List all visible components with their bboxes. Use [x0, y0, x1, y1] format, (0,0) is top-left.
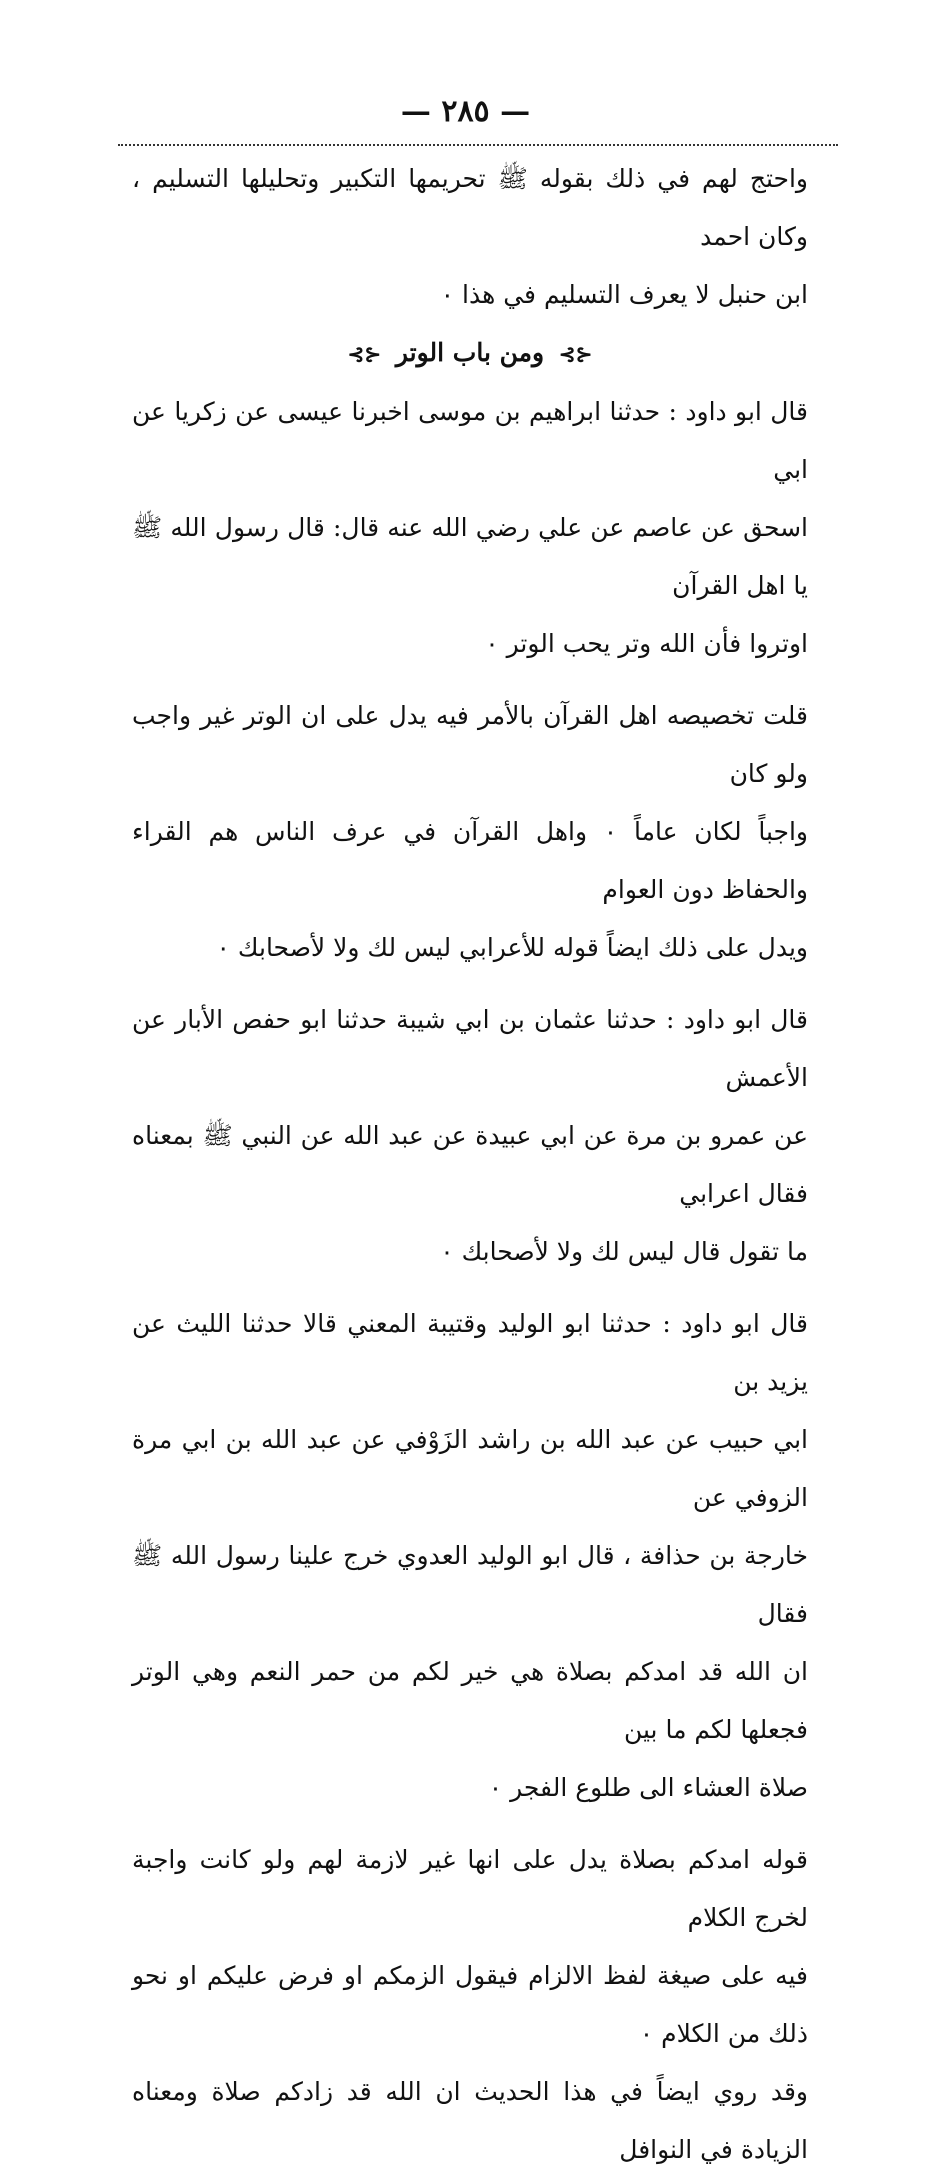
heading-ornament-left: ⊰⊱ [347, 342, 382, 366]
text-line: ما تقول قال ليس لك ولا لأصحابك ٠ [440, 1237, 808, 1266]
text-line: واجباً لكان عاماً ٠ واهل القرآن في عرف الناس هم القراء والحفاظ دون العوام [132, 817, 808, 904]
body-text [132, 150, 808, 2179]
paragraph-6 [132, 1831, 808, 2179]
text-line: وقد روي ايضاً في هذا الحديث ان الله قد زادكم صلاة ومعناه الزيادة في النوافل [132, 2077, 808, 2164]
section-heading [132, 324, 808, 383]
text-line: اسحق عن عاصم عن علي رضي الله عنه قال: قال رسول الله ﷺ يا اهل القرآن [132, 513, 808, 600]
section-heading-text: ومن باب الوتر [395, 338, 545, 367]
paragraph-3 [132, 687, 808, 977]
text-line: قال ابو داود : حدثنا ابو الوليد وقتيبة المعني قالا حدثنا الليث عن يزيد بن [132, 1309, 808, 1396]
paragraph-4 [132, 991, 808, 1281]
text-line: صلاة العشاء الى طلوع الفجر ٠ [488, 1773, 808, 1802]
header-rule [118, 144, 838, 146]
page-number: — ٢٨٥ — [400, 94, 531, 129]
text-line: قال ابو داود : حدثنا ابراهيم بن موسى اخبرنا عيسى عن زكريا عن ابي [132, 397, 808, 484]
text-line: قوله امدكم بصلاة يدل على انها غير لازمة لهم ولو كانت واجبة لخرج الكلام [132, 1845, 808, 1932]
text-line: اوتروا فأن الله وتر يحب الوتر ٠ [485, 629, 808, 658]
heading-ornament-right: ⊰⊱ [558, 342, 593, 366]
text-line: واحتج لهم في ذلك بقوله ﷺ تحريمها التكبير وتحليلها التسليم ، وكان احمد [132, 164, 808, 251]
paragraph-5 [132, 1295, 808, 1817]
paragraph-2 [132, 383, 808, 673]
text-line: ابي حبيب عن عبد الله بن راشد الزَوْفي عن عبد الله بن ابي مرة الزوفي عن [132, 1425, 808, 1512]
text-line: ان الله قد امدكم بصلاة هي خير لكم من حمر النعم وهي الوتر فجعلها لكم ما بين [132, 1657, 808, 1744]
text-line: خارجة بن حذافة ، قال ابو الوليد العدوي خرج علينا رسول الله ﷺ فقال [132, 1541, 808, 1628]
text-line: فيه على صيغة لفظ الالزام فيقول الزمكم او فرض عليكم او نحو ذلك من الكلام ٠ [132, 1961, 808, 2048]
text-line: ابن حنبل لا يعرف التسليم في هذا ٠ [440, 280, 808, 309]
text-line: ويدل على ذلك ايضاً قوله للأعرابي ليس لك ولا لأصحابك ٠ [216, 933, 808, 962]
paragraph-1 [132, 150, 808, 324]
text-line: قلت تخصيصه اهل القرآن بالأمر فيه يدل على ان الوتر غير واجب ولو كان [132, 701, 808, 788]
text-line: عن عمرو بن مرة عن ابي عبيدة عن عبد الله عن النبي ﷺ بمعناه فقال اعرابي [132, 1121, 808, 1208]
text-line: قال ابو داود : حدثنا عثمان بن ابي شيبة حدثنا ابو حفص الأبار عن الأعمش [132, 1005, 808, 1092]
